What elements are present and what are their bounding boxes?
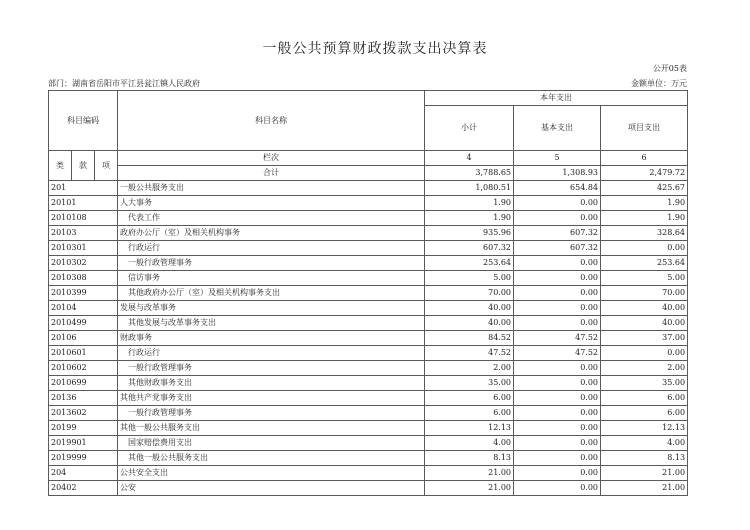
row-code: 2010602: [49, 361, 118, 376]
row-code: 20402: [49, 481, 118, 496]
row-code: 20136: [49, 391, 118, 406]
row-subtotal: 21.00: [425, 466, 514, 481]
row-project: 253.64: [601, 256, 688, 271]
row-code: 2010308: [49, 271, 118, 286]
row-name: 行政运行: [118, 241, 425, 256]
row-project: 6.00: [601, 406, 688, 421]
table-row: [49, 451, 688, 466]
row-subtotal: 253.64: [425, 256, 514, 271]
row-name: 一般行政管理事务: [118, 256, 425, 271]
row-project: 0.00: [601, 346, 688, 361]
header-col4: 4: [425, 151, 514, 166]
row-code: 20103: [49, 226, 118, 241]
department-label: 部门：湖南省岳阳市平江县瓮江镇人民政府: [48, 79, 200, 88]
row-subtotal: 8.13: [425, 451, 514, 466]
table-row: [49, 271, 688, 286]
row-subtotal: 70.00: [425, 286, 514, 301]
row-subtotal: 1.90: [425, 196, 514, 211]
row-name: 其他共产党事务支出: [118, 391, 425, 406]
row-code: 20104: [49, 301, 118, 316]
row-name: 代表工作: [118, 211, 425, 226]
row-subtotal: 35.00: [425, 376, 514, 391]
row-project: 328.64: [601, 226, 688, 241]
table-row: [49, 331, 688, 346]
table-row: [49, 286, 688, 301]
row-project: 70.00: [601, 286, 688, 301]
row-subtotal: 21.00: [425, 481, 514, 496]
row-code: 2010699: [49, 376, 118, 391]
total-label: 合计: [118, 166, 425, 181]
row-subtotal: 2.00: [425, 361, 514, 376]
row-basic: 0.00: [514, 391, 601, 406]
table-row: [49, 241, 688, 256]
table-row: [49, 211, 688, 226]
row-project: 1.90: [601, 211, 688, 226]
row-basic: 0.00: [514, 316, 601, 331]
row-subtotal: 1,080.51: [425, 181, 514, 196]
row-code: 2010399: [49, 286, 118, 301]
row-subtotal: 40.00: [425, 301, 514, 316]
row-project: 0.00: [601, 241, 688, 256]
row-code: 2010499: [49, 316, 118, 331]
row-subtotal: 12.13: [425, 421, 514, 436]
row-name: 发展与改革事务: [118, 301, 425, 316]
header-kuan: 款: [72, 151, 95, 181]
total-basic: 1,308.93: [514, 166, 601, 181]
row-name: 政府办公厅（室）及相关机构事务: [118, 226, 425, 241]
row-name: 人大事务: [118, 196, 425, 211]
table-row: [49, 181, 688, 196]
row-code: 20199: [49, 421, 118, 436]
row-basic: 47.52: [514, 331, 601, 346]
row-name: 一般行政管理事务: [118, 406, 425, 421]
row-basic: 0.00: [514, 451, 601, 466]
row-project: 37.00: [601, 331, 688, 346]
table-row: [49, 421, 688, 436]
row-basic: 0.00: [514, 466, 601, 481]
row-code: 2010108: [49, 211, 118, 226]
row-project: 21.00: [601, 466, 688, 481]
row-subtotal: 40.00: [425, 316, 514, 331]
row-name: 信访事务: [118, 271, 425, 286]
row-name: 财政事务: [118, 331, 425, 346]
row-code: 20106: [49, 331, 118, 346]
row-project: 5.00: [601, 271, 688, 286]
row-name: 一般公共服务支出: [118, 181, 425, 196]
table-row: [49, 376, 688, 391]
row-project: 1.90: [601, 196, 688, 211]
header-xiang: 项: [95, 151, 118, 181]
row-code: 2010301: [49, 241, 118, 256]
header-code-group: 科目编码: [49, 91, 118, 151]
row-subtotal: 935.96: [425, 226, 514, 241]
row-code: 201: [49, 181, 118, 196]
row-basic: 0.00: [514, 211, 601, 226]
row-basic: 0.00: [514, 481, 601, 496]
row-name: 公安: [118, 481, 425, 496]
row-project: 21.00: [601, 481, 688, 496]
row-basic: 607.32: [514, 226, 601, 241]
row-code: 204: [49, 466, 118, 481]
row-subtotal: 5.00: [425, 271, 514, 286]
row-name: 其他财政事务支出: [118, 376, 425, 391]
table-row: [49, 406, 688, 421]
header-lei: 类: [49, 151, 72, 181]
row-basic: 0.00: [514, 196, 601, 211]
row-name: 其他一般公共服务支出: [118, 451, 425, 466]
row-name: 国家赔偿费用支出: [118, 436, 425, 451]
row-basic: 654.84: [514, 181, 601, 196]
table-row: [49, 436, 688, 451]
form-code: 公开05表: [652, 64, 687, 73]
row-subtotal: 4.00: [425, 436, 514, 451]
table-row: [49, 481, 688, 496]
table-row: [49, 301, 688, 316]
row-subtotal: 6.00: [425, 391, 514, 406]
row-project: 425.67: [601, 181, 688, 196]
header-column-no: 栏次: [118, 151, 425, 166]
table-row: [49, 226, 688, 241]
total-subtotal: 3,788.65: [425, 166, 514, 181]
row-basic: 0.00: [514, 376, 601, 391]
row-project: 6.00: [601, 391, 688, 406]
row-subtotal: 6.00: [425, 406, 514, 421]
row-project: 4.00: [601, 436, 688, 451]
row-name: 其他发展与改革事务支出: [118, 316, 425, 331]
row-project: 40.00: [601, 316, 688, 331]
row-name: 公共安全支出: [118, 466, 425, 481]
header-project: 项目支出: [601, 106, 688, 151]
row-code: 2010302: [49, 256, 118, 271]
row-basic: 607.32: [514, 241, 601, 256]
row-basic: 0.00: [514, 406, 601, 421]
header-subtotal: 小计: [425, 106, 514, 151]
report-title: 一般公共预算财政拨款支出决算表: [262, 41, 488, 57]
row-subtotal: 1.90: [425, 211, 514, 226]
row-project: 40.00: [601, 301, 688, 316]
header-current-year: 本年支出: [425, 91, 688, 106]
row-name: 一般行政管理事务: [118, 361, 425, 376]
row-basic: 0.00: [514, 286, 601, 301]
row-name: 行政运行: [118, 346, 425, 361]
row-basic: 0.00: [514, 301, 601, 316]
table-row: [49, 391, 688, 406]
amount-unit-label: 金额单位：万元: [631, 79, 687, 88]
header-col6: 6: [601, 151, 688, 166]
row-project: 8.13: [601, 451, 688, 466]
table-row: [49, 361, 688, 376]
row-code: 2013602: [49, 406, 118, 421]
row-code: 2010601: [49, 346, 118, 361]
row-code: 2019901: [49, 436, 118, 451]
row-project: 12.13: [601, 421, 688, 436]
row-basic: 0.00: [514, 421, 601, 436]
row-subtotal: 607.32: [425, 241, 514, 256]
table-row: [49, 196, 688, 211]
header-name: 科目名称: [118, 91, 425, 151]
row-code: 2019999: [49, 451, 118, 466]
row-name: 其他政府办公厅（室）及相关机构事务支出: [118, 286, 425, 301]
row-subtotal: 47.52: [425, 346, 514, 361]
row-basic: 0.00: [514, 271, 601, 286]
expenditure-table: [48, 90, 688, 496]
table-row: [49, 316, 688, 331]
header-col5: 5: [514, 151, 601, 166]
header-basic: 基本支出: [514, 106, 601, 151]
row-code: 20101: [49, 196, 118, 211]
table-row: [49, 466, 688, 481]
table-row: [49, 256, 688, 271]
row-basic: 47.52: [514, 346, 601, 361]
row-basic: 0.00: [514, 436, 601, 451]
row-basic: 0.00: [514, 361, 601, 376]
table-row: [49, 346, 688, 361]
total-project: 2,479.72: [601, 166, 688, 181]
row-basic: 0.00: [514, 256, 601, 271]
row-project: 35.00: [601, 376, 688, 391]
row-subtotal: 84.52: [425, 331, 514, 346]
row-project: 2.00: [601, 361, 688, 376]
row-name: 其他一般公共服务支出: [118, 421, 425, 436]
